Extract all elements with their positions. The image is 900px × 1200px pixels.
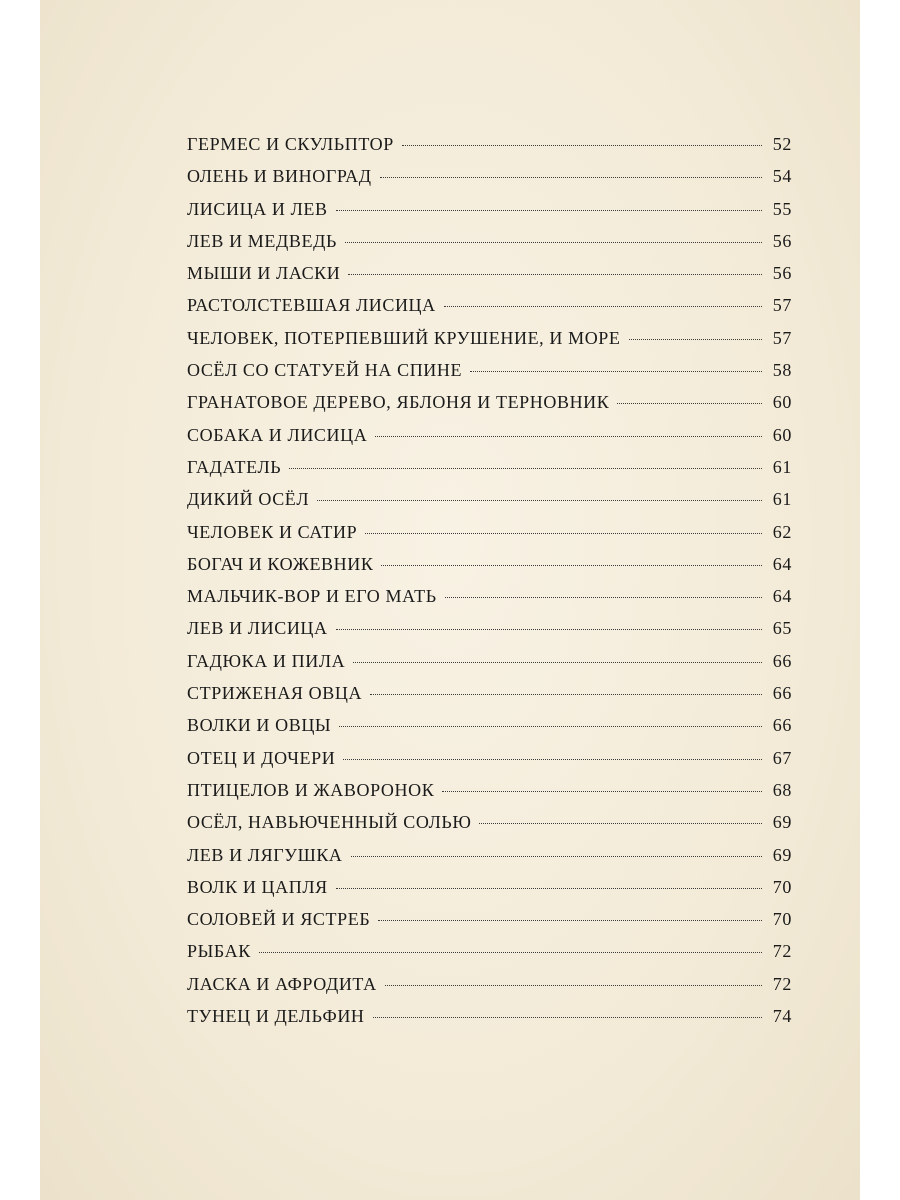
- dot-leader: [348, 274, 762, 275]
- toc-entry-page-number: 60: [772, 392, 792, 413]
- toc-entry-page-number: 66: [772, 650, 792, 671]
- dot-leader: [402, 145, 762, 146]
- toc-entry: [187, 289, 792, 321]
- toc-entry-page-number: 64: [772, 553, 792, 574]
- dot-leader: [336, 888, 762, 889]
- toc-entry-page-number: 70: [772, 876, 792, 897]
- toc-entry-title: МЫШИ И ЛАСКИ: [187, 263, 341, 284]
- toc-entry-page-number: 61: [772, 489, 792, 510]
- toc-entry: [187, 193, 792, 225]
- dot-leader: [259, 952, 762, 953]
- toc-entry-title: ЧЕЛОВЕК, ПОТЕРПЕВШИЙ КРУШЕНИЕ, И МОРЕ: [187, 327, 621, 348]
- toc-entry: [187, 1000, 792, 1032]
- toc-entry: [187, 128, 792, 160]
- toc-entry-title: ОСЁЛ, НАВЬЮЧЕННЫЙ СОЛЬЮ: [187, 812, 472, 833]
- dot-leader: [470, 371, 762, 372]
- toc-entry-title: ГАДАТЕЛЬ: [187, 456, 282, 477]
- dot-leader: [345, 242, 762, 243]
- dot-leader: [380, 177, 762, 178]
- dot-leader: [479, 823, 762, 824]
- toc-entry-title: ЧЕЛОВЕК И САТИР: [187, 521, 358, 542]
- toc-entry: [187, 935, 792, 967]
- toc-entry-page-number: 67: [772, 747, 792, 768]
- toc-entry: [187, 806, 792, 838]
- toc-entry: [187, 968, 792, 1000]
- toc-entry: [187, 580, 792, 612]
- dot-leader: [385, 985, 762, 986]
- toc-entry-title: ПТИЦЕЛОВ И ЖАВОРОНОК: [187, 779, 435, 800]
- dot-leader: [442, 791, 762, 792]
- dot-leader: [617, 403, 762, 404]
- toc-entry-title: ЛИСИЦА И ЛЕВ: [187, 198, 328, 219]
- toc-entry-title: СОБАКА И ЛИСИЦА: [187, 424, 368, 445]
- dot-leader: [378, 920, 762, 921]
- dot-leader: [373, 1017, 762, 1018]
- toc-entry-title: ОТЕЦ И ДОЧЕРИ: [187, 747, 336, 768]
- toc-entry-title: ОСЁЛ СО СТАТУЕЙ НА СПИНЕ: [187, 360, 463, 381]
- dot-leader: [365, 533, 762, 534]
- toc-entry-title: ЛЕВ И ЛИСИЦА: [187, 618, 328, 639]
- toc-entry: [187, 839, 792, 871]
- toc-entry-page-number: 56: [772, 230, 792, 251]
- dot-leader: [375, 436, 762, 437]
- toc-entry: [187, 645, 792, 677]
- toc-entry-title: РАСТОЛСТЕВШАЯ ЛИСИЦА: [187, 295, 436, 316]
- toc-entry: [187, 160, 792, 192]
- toc-entry: [187, 354, 792, 386]
- dot-leader: [381, 565, 762, 566]
- toc-entry-title: ЛАСКА И АФРОДИТА: [187, 973, 377, 994]
- toc-entry-title: ВОЛК И ЦАПЛЯ: [187, 876, 328, 897]
- toc-entry-page-number: 69: [772, 844, 792, 865]
- toc-entry: [187, 257, 792, 289]
- toc-entry-page-number: 54: [772, 166, 792, 187]
- toc-entry-page-number: 65: [772, 618, 792, 639]
- toc-entry-title: ГАДЮКА И ПИЛА: [187, 650, 346, 671]
- toc-entry: [187, 386, 792, 418]
- table-of-contents: [187, 128, 792, 1032]
- dot-leader: [353, 662, 762, 663]
- toc-entry: [187, 677, 792, 709]
- toc-entry-title: СОЛОВЕЙ И ЯСТРЕБ: [187, 909, 371, 930]
- toc-entry: [187, 322, 792, 354]
- toc-entry-title: БОГАЧ И КОЖЕВНИК: [187, 553, 374, 574]
- toc-entry: [187, 709, 792, 741]
- toc-entry: [187, 774, 792, 806]
- toc-entry-page-number: 52: [772, 134, 792, 154]
- dot-leader: [336, 629, 762, 630]
- toc-entry: [187, 451, 792, 483]
- toc-entry-title: ТУНЕЦ И ДЕЛЬФИН: [187, 1006, 365, 1027]
- toc-entry-page-number: 66: [772, 683, 792, 704]
- toc-entry-page-number: 68: [772, 779, 792, 800]
- toc-entry: [187, 516, 792, 548]
- dot-leader: [629, 339, 763, 340]
- toc-entry: [187, 483, 792, 515]
- toc-entry-title: МАЛЬЧИК-ВОР И ЕГО МАТЬ: [187, 586, 437, 607]
- toc-entry: [187, 903, 792, 935]
- toc-entry-title: РЫБАК: [187, 941, 251, 962]
- toc-entry: [187, 612, 792, 644]
- dot-leader: [445, 597, 762, 598]
- dot-leader: [351, 856, 762, 857]
- dot-leader: [370, 694, 762, 695]
- toc-entry-page-number: 72: [772, 941, 792, 962]
- toc-entry-page-number: 60: [772, 424, 792, 445]
- toc-entry-page-number: 58: [772, 360, 792, 381]
- toc-entry-page-number: 55: [772, 198, 792, 219]
- dot-leader: [336, 210, 762, 211]
- toc-entry-title: ГРАНАТОВОЕ ДЕРЕВО, ЯБЛОНЯ И ТЕРНОВНИК: [187, 392, 610, 413]
- toc-entry-page-number: 57: [772, 295, 792, 316]
- toc-entry: [187, 871, 792, 903]
- toc-entry-title: ОЛЕНЬ И ВИНОГРАД: [187, 166, 372, 187]
- toc-entry-page-number: 74: [772, 1006, 792, 1027]
- dot-leader: [289, 468, 762, 469]
- toc-entry: [187, 548, 792, 580]
- toc-entry: [187, 225, 792, 257]
- dot-leader: [317, 500, 762, 501]
- toc-entry-title: ВОЛКИ И ОВЦЫ: [187, 715, 332, 736]
- toc-entry-title: ДИКИЙ ОСЁЛ: [187, 489, 310, 510]
- toc-entry-page-number: 62: [772, 521, 792, 542]
- toc-entry-page-number: 64: [772, 586, 792, 607]
- toc-entry-page-number: 72: [772, 973, 792, 994]
- toc-entry: [187, 419, 792, 451]
- dot-leader: [339, 726, 762, 727]
- toc-entry-page-number: 56: [772, 263, 792, 284]
- toc-entry-page-number: 57: [772, 327, 792, 348]
- toc-entry-page-number: 69: [772, 812, 792, 833]
- book-page: [40, 0, 860, 1200]
- toc-entry-title: ГЕРМЕС И СКУЛЬПТОР: [187, 134, 394, 154]
- dot-leader: [343, 759, 762, 760]
- toc-entry-title: ЛЕВ И ЛЯГУШКА: [187, 844, 343, 865]
- toc-entry-title: ЛЕВ И МЕДВЕДЬ: [187, 230, 337, 251]
- dot-leader: [444, 306, 762, 307]
- toc-entry-page-number: 70: [772, 909, 792, 930]
- toc-entry-page-number: 66: [772, 715, 792, 736]
- toc-entry-title: СТРИЖЕНАЯ ОВЦА: [187, 683, 363, 704]
- toc-entry-page-number: 61: [772, 456, 792, 477]
- toc-entry: [187, 742, 792, 774]
